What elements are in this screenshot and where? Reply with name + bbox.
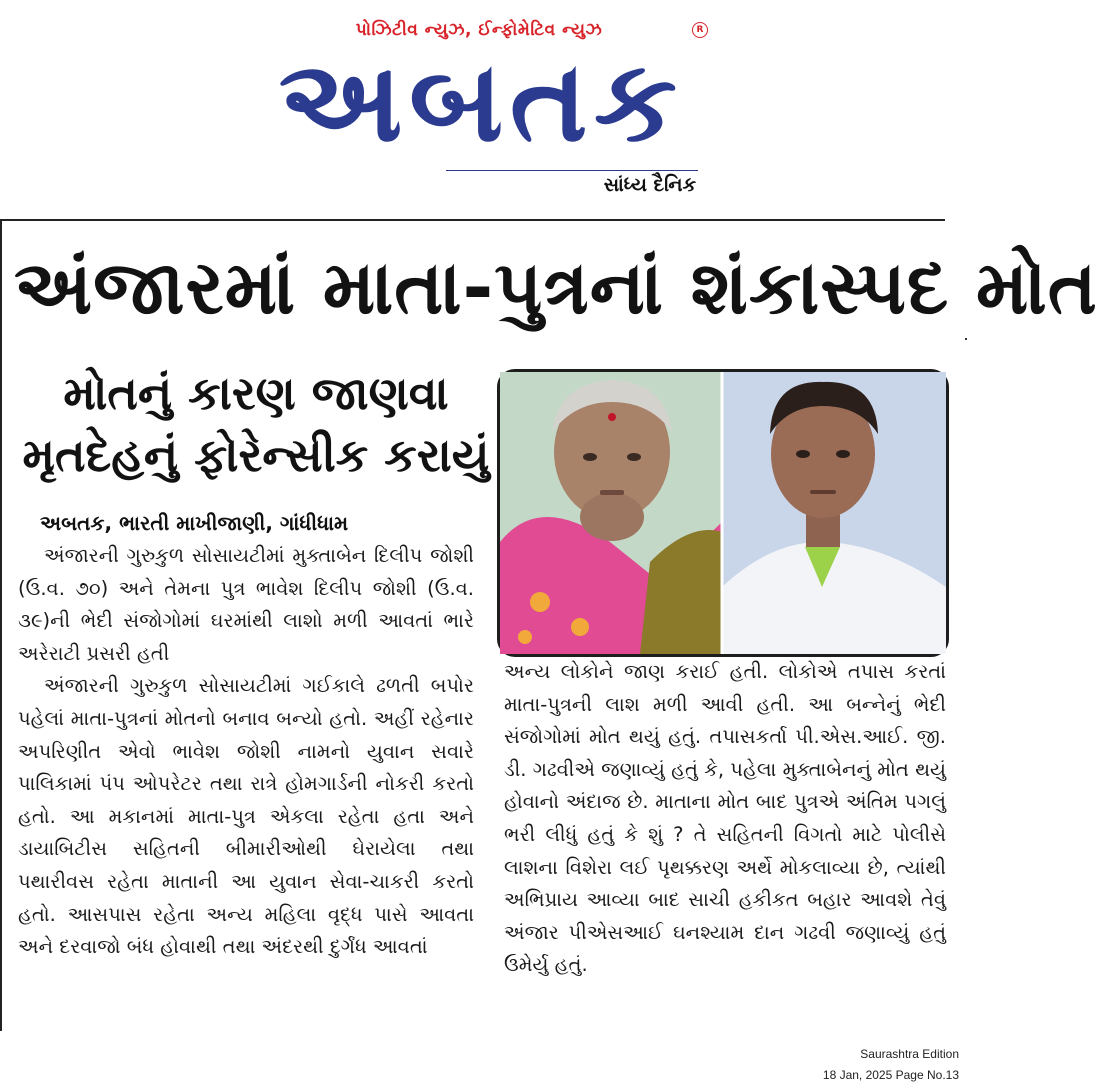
edition-footer [719,1044,959,1086]
page-edge-mark [965,338,967,340]
subheadline-line-2: મૃતદેહનું ફોરેન્સીક કરાયું [22,428,490,482]
article-column-right [504,656,946,982]
article-paragraph-1: અંજારની ગુરુકુળ સોસાયટીમાં મુક્તાબેન દિલીપ જોશી (ઉ.વ. ૭૦) અને તેમના પુત્ર ભાવેશ દિલીપ જોશી (ઉ.વ. ૩૯)ની ભેદી સંજોગોમાં ઘરમાંથી લાશો મળી આવતાં ભારે અરેરાટી પ્રસરી હતી [18,544,474,665]
article-byline: અબતક, ભારતી માખીજાણી, ગાંધીધામ [40,511,349,535]
logo-underline [446,170,698,171]
registered-mark-icon: R [692,22,708,38]
article-photo [497,369,949,657]
article-frame-top-rule [0,219,945,221]
article-paragraph-2: અંજારની ગુરુકુળ સોસાયટીમાં ગઈકાલે ઢળતી બપોર પહેલાં માતા-પુત્રનાં મોતનો બનાવ બન્યો હતો. અહીં રહેનાર અપરિણીત એવો ભાવેશ જોશી નામનો યુવાન સવારે પાલિકામાં પંપ ઓપરેટર તથા રાત્રે હોમગાર્ડની નોકરી કરતો હતો. આ મકાનમાં માતા-પુત્ર એકલા રહેતા હતા અને ડાયાબિટીસ સહિતની બીમારીઓથી ઘેરાયેલા તથા પથારીવસ રહેતા માતાની આ યુવાન સેવા-ચાકરી કરતો હતો. આસપાસ રહેતા અન્ય મહિલા વૃદ્ધ પાસે આવતા અને દરવાજો બંધ હોવાથી તથા અંદરથી દુર્ગંધ આવતાં [18,674,474,959]
article-paragraph-3: અન્ય લોકોને જાણ કરાઈ હતી. લોકોએ તપાસ કરતાં માતા-પુત્રની લાશ મળી આવી હતી. આ બન્નેનું ભેદી સંજોગોમાં મોત થયું હતું. તપાસકર્તા પી.એસ.આઈ. જી. ડી. ગઢવીએ જણાવ્યું હતું કે, પહેલા મુક્તાબેનનું મોત થયું હોવાનો અંદાજ છે. માતાના મોત બાદ પુત્રએ અંતિમ પગલું ભરી લીધું હતું કે શું ? તે સહિતની વિગતો માટે પોલીસે લાશના વિશેરા લઈ પૃથક્કરણ અર્થે મોકલાવ્યા છે, ત્યાંથી અભિપ્રાય આવ્યા બાદ સાચી હકીકત બહાર આવશે તેવું અંજાર પીએસઆઈ ઘનશ્યામ દાન ગઢવી જણાવ્યું હતું ઉમેર્યુ હતું. [504,660,946,977]
newspaper-logo: અબતક [278,37,684,167]
article-subheadline [16,362,496,486]
edition-date-page: 18 Jan, 2025 Page No.13 [822,1068,959,1082]
portraits-image [500,372,946,654]
article-column-left [18,540,474,964]
masthead-tagline: પોઝિટીવ ન્યુઝ, ઈન્ફોમેટિવ ન્યુઝ [355,20,603,40]
article-headline: અંજારમાં માતા-પુત્રનાં શંકાસ્પદ મોત [14,245,1098,331]
masthead [0,0,969,210]
article-frame-left-rule [0,219,2,1031]
edition-name: Saurashtra Edition [860,1047,959,1061]
subheadline-line-1: મોતનું કારણ જાણવા [63,366,449,420]
masthead-sub-brand: સાંધ્ય દૈનિક [603,174,696,196]
